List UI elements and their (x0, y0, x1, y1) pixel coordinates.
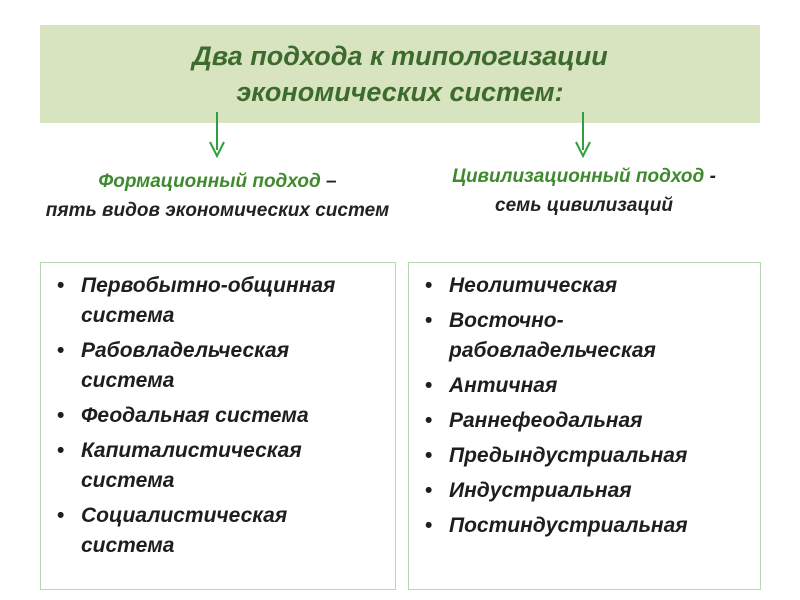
bullet-icon: • (425, 409, 433, 432)
list-item (55, 501, 371, 561)
economic-systems-list (55, 271, 385, 561)
approach-description: семь цивилизаций (495, 194, 673, 216)
list-item (423, 476, 759, 506)
list-item-text: Капиталистическая система (81, 439, 302, 492)
list-item-text: Античная (449, 374, 558, 397)
arrow-down-icon (573, 112, 593, 158)
list-item-text: Восточно-рабовладельческая (449, 309, 656, 362)
civilizational-approach-heading (408, 163, 760, 220)
list-item-text: Первобытно-общинная система (81, 274, 336, 327)
list-item-text: Раннефеодальная (449, 409, 643, 432)
list-item-text: Неолитическая (449, 274, 618, 297)
list-item (55, 401, 371, 431)
list-item (423, 371, 759, 401)
list-item-text: Предындустриальная (449, 444, 688, 467)
bullet-icon: • (57, 439, 65, 462)
civilizations-list (423, 271, 750, 541)
civilizational-list-box (408, 262, 761, 590)
list-item-text: Рабовладельческая система (81, 339, 290, 392)
bullet-icon: • (57, 504, 65, 527)
list-item-text: Феодальная система (81, 404, 309, 427)
bullet-icon: • (57, 274, 65, 297)
title-banner (40, 25, 760, 123)
list-item (423, 406, 759, 436)
bullet-icon: • (57, 404, 65, 427)
bullet-icon: • (57, 339, 65, 362)
bullet-icon: • (425, 374, 433, 397)
list-item-text: Социалистическая система (81, 504, 288, 557)
arrow-down-icon (207, 112, 227, 158)
list-item (55, 271, 371, 331)
list-item (423, 271, 759, 301)
bullet-icon: • (425, 514, 433, 537)
formational-list-box (40, 262, 396, 590)
list-item (55, 336, 371, 396)
bullet-icon: • (425, 309, 433, 332)
list-item-text: Индустриальная (449, 479, 632, 502)
list-item (423, 306, 759, 366)
title-line-1: Два подхода к типологизации (192, 41, 608, 71)
list-item (423, 511, 759, 541)
list-item-text: Постиндустриальная (449, 514, 688, 537)
approach-name: Цивилизационный подход (452, 166, 705, 187)
slide-title (192, 38, 607, 110)
list-item (55, 436, 371, 496)
approach-dash: - (709, 166, 716, 187)
bullet-icon: • (425, 479, 433, 502)
approach-name: Формационный подход (98, 171, 321, 192)
title-line-2: экономических систем: (236, 77, 564, 107)
formational-approach-heading (40, 168, 395, 225)
approach-description: пять видов экономических систем (45, 199, 390, 221)
approach-dash: – (326, 171, 337, 192)
list-item (423, 441, 759, 471)
bullet-icon: • (425, 444, 433, 467)
bullet-icon: • (425, 274, 433, 297)
